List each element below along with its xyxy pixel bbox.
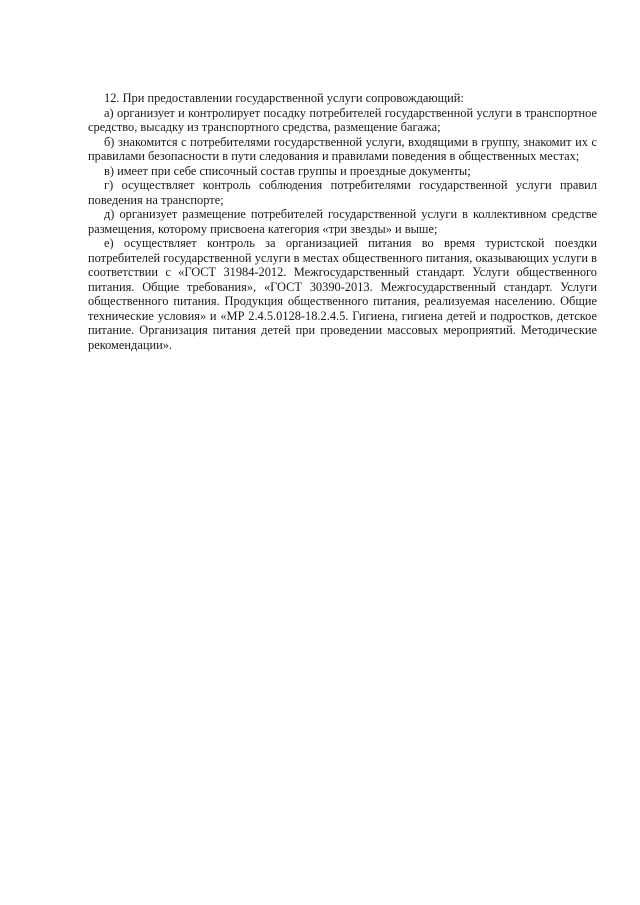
clause-item-e: е) осуществляет контроль за организацией питания во время туристской поездки потребителей государственной услуги в местах общественного питания, оказывающих услуги в соответствии с «ГОСТ 31984-2012. Межгосударственный стандарт. Услуги общественного питания. Общие требования», «ГОСТ 30390-2013. Межгосударственный стандарт. Услуги общественного питания. Продукция общественного питания, реализуемая населению. Общие технические условия» и «МР 2.4.5.0128-18.2.4.5. Гигиена, гигиена детей и подростков, детское питание. Организация питания детей при проведении массовых мероприятий. Методические рекомендации». bbox=[88, 236, 597, 352]
clause-item-d: д) организует размещение потребителей государственной услуги в коллективном средстве размещения, которому присвоена категория «три звезды» и выше; bbox=[88, 207, 597, 236]
clause-item-a: а) организует и контролирует посадку потребителей государственной услуги в транспортное средство, высадку из транспортного средства, размещение багажа; bbox=[88, 105, 597, 134]
clause-item-b: б) знакомится с потребителями государственной услуги, входящими в группу, знакомит их с правилами безопасности в пути следования и правилами поведения в общественных местах; bbox=[88, 134, 597, 163]
clause-item-g: г) осуществляет контроль соблюдения потребителями государственной услуги правил поведения на транспорте; bbox=[88, 178, 597, 207]
document-body bbox=[88, 91, 597, 352]
clause-item-v: в) имеет при себе списочный состав группы и проездные документы; bbox=[104, 163, 471, 178]
clause-heading: 12. При предоставлении государственной услуги сопровождающий: bbox=[104, 91, 464, 105]
